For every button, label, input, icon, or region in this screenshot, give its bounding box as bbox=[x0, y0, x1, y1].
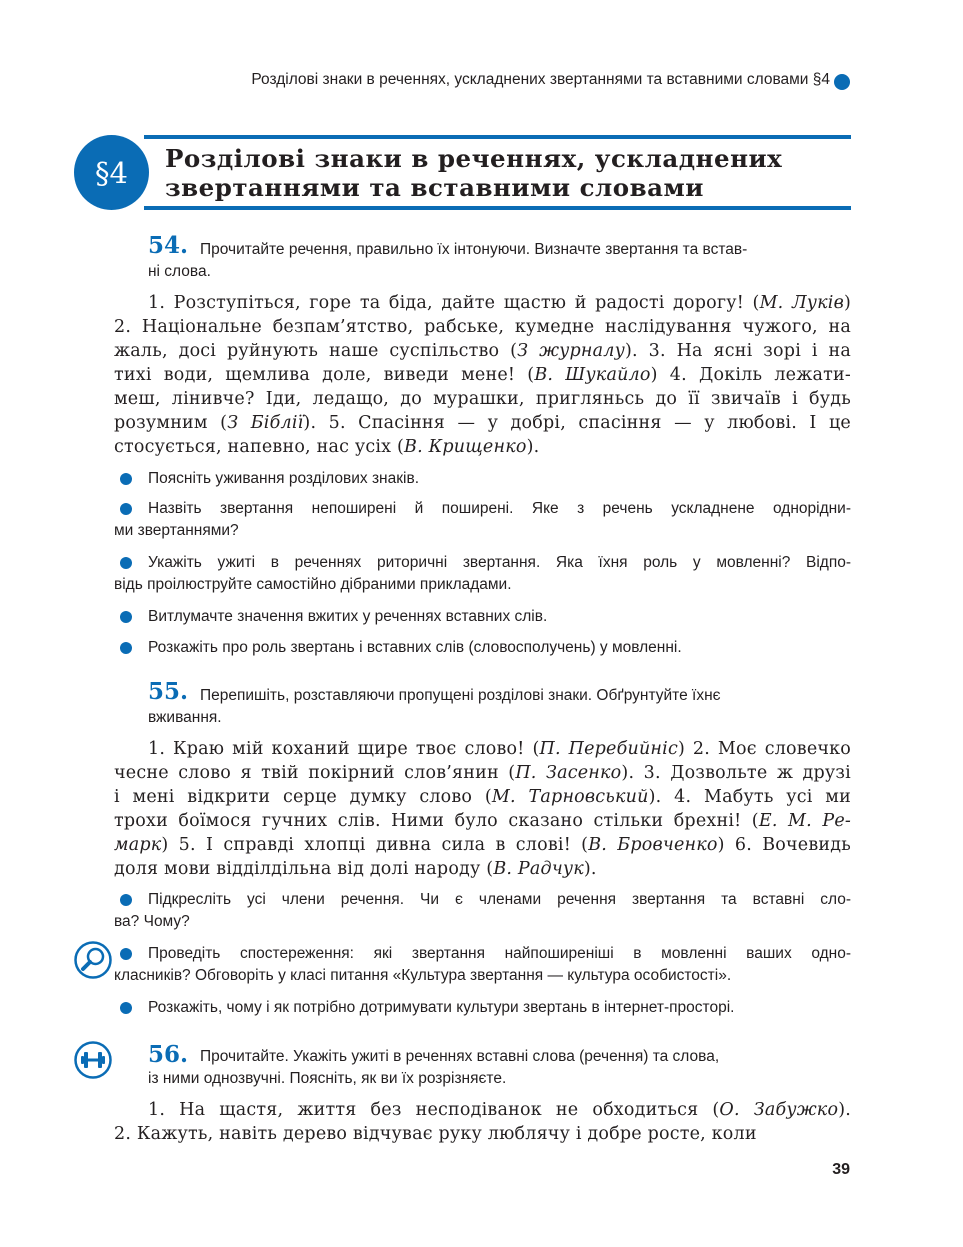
question-item bbox=[114, 637, 851, 659]
question-text-line: класників? Обговоріть у класі питання «Культура звертання — культура особистості». bbox=[114, 967, 732, 984]
exercise-56-task-line-2: із ними однозвучні. Поясніть, як ви їх розрізняєте. bbox=[148, 1070, 507, 1087]
title-rule-top bbox=[144, 135, 851, 139]
question-item bbox=[114, 889, 851, 933]
source-reference: В. Бровченко bbox=[588, 835, 718, 855]
header-dot-icon bbox=[834, 74, 850, 90]
text-run: ). bbox=[526, 437, 540, 457]
source-reference: М. Луків bbox=[759, 293, 844, 313]
bullet-dot-icon bbox=[120, 503, 132, 515]
text-run: ) 2. Моє словечко bbox=[677, 739, 852, 759]
question-item bbox=[114, 943, 851, 987]
bullet-dot-icon bbox=[120, 611, 132, 623]
text-run: жаль, досі руйнують наше суспільство ( bbox=[114, 341, 518, 361]
exercise-55-text bbox=[114, 737, 851, 881]
exercise-54-text bbox=[114, 291, 851, 459]
text-run: тихі води, щемлива доле, виведи мене! ( bbox=[114, 365, 535, 385]
text-run: і мені відкрити серце думку слово ( bbox=[114, 787, 492, 807]
source-reference: В. Крищенко bbox=[404, 437, 527, 457]
text-run: ) 6. Вочевидь bbox=[717, 835, 851, 855]
text-run: 2. Кажуть, навіть дерево відчуває руку люблячу і добре росте, коли bbox=[114, 1124, 757, 1144]
text-line bbox=[114, 737, 851, 761]
exercise-55-task-line-2: вживання. bbox=[148, 709, 222, 726]
running-header: Розділові знаки в реченнях, ускладнених звертаннями та вставними словами §4 bbox=[251, 71, 830, 88]
text-line bbox=[114, 363, 851, 387]
section-title-line-1: Розділові знаки в реченнях, ускладнених bbox=[165, 144, 783, 173]
question-text-line: Підкресліть усі члени речення. Чи є членами речення звертання та вставні сло- bbox=[148, 891, 851, 908]
text-run: ) 5. І справді хлопці дивна сила в слові! ( bbox=[161, 835, 589, 855]
text-line bbox=[114, 1122, 851, 1146]
text-run: ) 4. Докіль лежати- bbox=[650, 365, 851, 385]
source-reference: В. Радчук bbox=[493, 859, 584, 879]
text-run: чесне слово я твій покірний слов’янин ( bbox=[114, 763, 516, 783]
text-run: 1. На щастя, життя без несподіванок не обходиться ( bbox=[148, 1100, 720, 1120]
question-text-line: відь проілюструйте самостійно дібраними прикладами. bbox=[114, 576, 512, 593]
text-run: ). bbox=[583, 859, 597, 879]
question-item bbox=[114, 552, 851, 596]
exercise-56-task-line-1: Прочитайте. Укажіть ужиті в реченнях вставні слова (речення) та слова, bbox=[200, 1048, 720, 1065]
text-line bbox=[114, 435, 851, 459]
bullet-dot-icon bbox=[120, 894, 132, 906]
question-text-line: Укажіть ужиті в реченнях риторичні звертання. Яка їхня роль у мовленні? Відпо- bbox=[148, 554, 851, 571]
text-run: 1. Розступіться, горе та біда, дайте щастю й радості дорогу! ( bbox=[148, 293, 760, 313]
source-reference: О. Забужко bbox=[719, 1100, 839, 1120]
exercise-56-number: 56. bbox=[148, 1041, 189, 1068]
question-item bbox=[114, 997, 851, 1019]
source-reference: Е. М. Ре- bbox=[758, 811, 851, 831]
exercise-55-task-line-1: Перепишіть, розставляючи пропущені розділові знаки. Обґрунтуйте їхнє bbox=[200, 687, 721, 704]
source-reference: З журналу bbox=[517, 341, 625, 361]
text-run: ). bbox=[838, 1100, 851, 1120]
bullet-dot-icon bbox=[120, 948, 132, 960]
question-text-line: Витлумачте значення вжитих у реченнях вставних слів. bbox=[148, 608, 548, 625]
text-run: ). 4. Мабуть усі ми bbox=[648, 787, 851, 807]
text-line bbox=[114, 315, 851, 339]
question-text-line: Назвіть звертання непоширені й поширені. Яке з речень ускладнене однорідни- bbox=[148, 500, 851, 517]
text-line bbox=[114, 1098, 851, 1122]
question-text-line: Розкажіть, чому і як потрібно дотримувати культури звертань в інтернет-просторі. bbox=[148, 999, 735, 1016]
question-item bbox=[114, 498, 851, 542]
source-reference: П. Засенко bbox=[515, 763, 622, 783]
text-line bbox=[114, 411, 851, 435]
text-line bbox=[114, 761, 851, 785]
exercise-54-task-line-2: ні слова. bbox=[148, 263, 211, 280]
dumbbell-icon bbox=[73, 1040, 113, 1080]
text-line bbox=[114, 785, 851, 809]
question-text-line: ва? Чому? bbox=[114, 913, 190, 930]
bullet-dot-icon bbox=[120, 1002, 132, 1014]
text-line bbox=[114, 809, 851, 833]
text-run: 1. Краю мій коханий щире твоє слово! ( bbox=[148, 739, 540, 759]
text-run: ) bbox=[843, 293, 851, 313]
section-title-line-2: звертаннями та вставними словами bbox=[165, 173, 704, 202]
question-text-line: Проведіть спостереження: які звертання найпоширеніші в мовленні ваших одно- bbox=[148, 945, 851, 962]
question-text-line: Розкажіть про роль звертань і вставних слів (словосполучень) у мовленні. bbox=[148, 639, 682, 656]
question-item bbox=[114, 606, 851, 628]
source-reference: З Біблії bbox=[227, 413, 304, 433]
text-run: стосується, напевно, нас усіх ( bbox=[114, 437, 405, 457]
text-line bbox=[114, 387, 851, 411]
bullet-dot-icon bbox=[120, 642, 132, 654]
exercise-54-number: 54. bbox=[148, 232, 189, 259]
question-item bbox=[114, 468, 851, 490]
text-line bbox=[114, 833, 851, 857]
text-run: меш, лінивче? Іди, ледащо, до мурашки, пригляньсь до її звичаїв і будь bbox=[114, 389, 851, 409]
bullet-dot-icon bbox=[120, 557, 132, 569]
section-badge: §4 bbox=[74, 135, 149, 210]
source-reference: марк bbox=[114, 835, 162, 855]
source-reference: П. Перебийніс bbox=[539, 739, 678, 759]
question-text-line: Поясніть уживання розділових знаків. bbox=[148, 470, 420, 487]
title-rule-bottom bbox=[144, 206, 851, 210]
text-line bbox=[114, 857, 851, 881]
page-number: 39 bbox=[832, 1161, 850, 1178]
text-line bbox=[114, 339, 851, 363]
source-reference: В. Шукайло bbox=[534, 365, 651, 385]
section-title-block bbox=[74, 135, 851, 210]
source-reference: М. Тарновський bbox=[491, 787, 649, 807]
text-run: ). 3. На ясні зорі і на bbox=[625, 341, 851, 361]
exercise-55-number: 55. bbox=[148, 678, 189, 705]
text-run: ). 5. Спасіння — у добрі, спасіння — у любові. І це bbox=[303, 413, 851, 433]
section-title bbox=[165, 144, 855, 202]
text-run: 2. Національне безпам’ятство, рабське, кумедне наслідування чужого, на bbox=[114, 317, 851, 337]
text-run: доля мови відділдільна від долі народу ( bbox=[114, 859, 494, 879]
bullet-dot-icon bbox=[120, 473, 132, 485]
exercise-54-task-line-1: Прочитайте речення, правильно їх інтонуючи. Визначте звертання та встав- bbox=[200, 241, 748, 258]
text-line bbox=[114, 291, 851, 315]
magnifier-icon bbox=[73, 940, 113, 980]
text-run: трохи боїмося гучних слів. Ними було сказано стільки брехні! ( bbox=[114, 811, 759, 831]
question-text-line: ми звертаннями? bbox=[114, 522, 239, 539]
exercise-56-text bbox=[114, 1098, 851, 1146]
text-run: розумним ( bbox=[114, 413, 228, 433]
text-run: ). 3. Дозвольте ж друзі bbox=[621, 763, 851, 783]
